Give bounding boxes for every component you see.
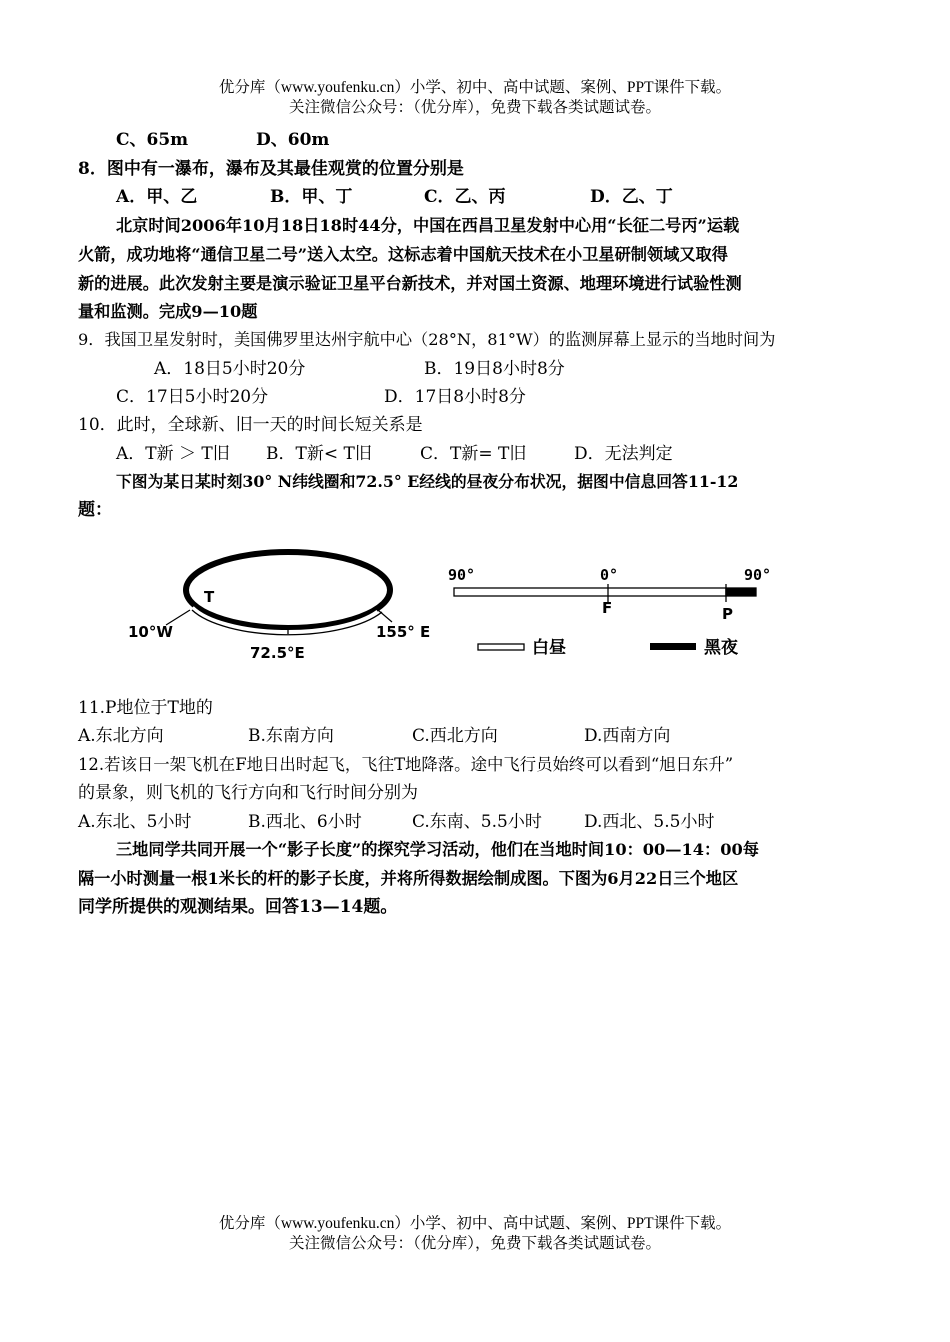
ring-label-72-5e: 72.5°E	[250, 644, 305, 662]
q12-option-c: C.东南、5.5小时	[412, 812, 542, 832]
passage2-line-2: 题：	[78, 500, 112, 520]
ring-label-155e: 155° E	[376, 623, 431, 641]
legend-night-swatch	[650, 643, 696, 650]
q10-option-a: A．T新 ＞ T旧	[116, 444, 230, 464]
q8-option-b: B．甲、丁	[270, 187, 353, 207]
q9-option-c: C．17日5小时20分	[116, 387, 269, 407]
q10-option-d: D．无法判定	[574, 444, 673, 464]
passage1-line-2: 火箭，成功地将“通信卫星二号”送入太空。这标志着中国航天技术在小卫星研制领域又取得	[78, 245, 728, 264]
q11-stem: 11.P地位于T地的	[78, 698, 213, 718]
q12-option-a: A.东北、5小时	[78, 812, 192, 832]
q9-option-b: B．19日8小时8分	[424, 359, 565, 379]
bar-label-0: 0°	[600, 566, 619, 584]
bar-label-90-left: 90°	[448, 566, 476, 584]
ring-label-t: T	[204, 588, 215, 606]
footer-line-1: 优分库（www.youfenku.cn）小学、初中、高中试题、案例、PPT课件下载。	[218, 1215, 732, 1232]
q8-option-a: A．甲、乙	[116, 187, 198, 207]
q11-option-b: B.东南方向	[248, 726, 334, 746]
bar-label-90-right: 90°	[744, 566, 772, 584]
legend-night-label: 黑夜	[704, 638, 738, 658]
latitude-ring	[128, 552, 430, 662]
bar-day-segment	[454, 588, 726, 596]
legend-day-label: 白昼	[532, 638, 566, 658]
q12-stem-line-1: 12.若该日一架飞机在F地日出时起飞，飞往T地降落。途中飞行员始终可以看到“旭日东升”	[78, 755, 734, 774]
q9-option-a: A．18日5小时20分	[154, 359, 306, 379]
q10-stem: 10．此时，全球新、旧一天的时间长短关系是	[78, 415, 423, 435]
legend-day-swatch	[478, 644, 524, 650]
q12-option-b: B.西北、6小时	[248, 812, 362, 832]
bar-label-f: F	[602, 599, 613, 617]
q12-stem-line-2: 的景象，则飞机的飞行方向和飞行时间分别为	[78, 783, 418, 803]
q8-stem: 8．图中有一瀑布，瀑布及其最佳观赏的位置分别是	[78, 159, 464, 179]
q11-option-c: C.西北方向	[412, 726, 498, 746]
q11-option-a: A.东北方向	[78, 726, 164, 746]
q12-option-d: D.西北、5.5小时	[584, 812, 715, 832]
q10-option-c: C．T新= T旧	[420, 444, 527, 464]
passage3-line-3: 同学所提供的观测结果。回答13—14题。	[78, 897, 398, 917]
bar-night-segment	[726, 588, 756, 596]
day-night-diagram	[120, 540, 800, 680]
passage1-line-1: 北京时间2006年10月18日18时44分，中国在西昌卫星发射中心用“长征二号丙”运载	[116, 216, 740, 235]
header-line-2: 关注微信公众号：（优分库），免费下载各类试题试卷。	[288, 99, 661, 116]
header-line-1: 优分库（www.youfenku.cn）小学、初中、高中试题、案例、PPT课件下载。	[218, 79, 732, 96]
q8-option-c: C．乙、丙	[424, 187, 506, 207]
passage1-line-3: 新的进展。此次发射主要是演示验证卫星平台新技术，并对国土资源、地理环境进行试验性测	[78, 274, 742, 293]
q9-stem: 9．我国卫星发射时，美国佛罗里达州宇航中心（28°N，81°W）的监测屏幕上显示的当地时间为	[78, 330, 776, 349]
passage2-line-1: 下图为某日某时刻30° N纬线圈和72.5° E经线的昼夜分布状况，据图中信息回答11-12	[116, 472, 739, 491]
q7-option-c: C、65m	[116, 130, 189, 150]
ring-leader-right	[378, 610, 392, 622]
q9-option-d: D．17日8小时8分	[384, 387, 526, 407]
footer-line-2: 关注微信公众号：（优分库），免费下载各类试题试卷。	[288, 1235, 661, 1252]
q11-option-d: D.西南方向	[584, 726, 671, 746]
passage1-line-4: 量和监测。完成9—10题	[78, 302, 258, 321]
bar-label-p: P	[722, 605, 733, 623]
meridian-bar	[448, 566, 771, 623]
q8-option-d: D．乙、丁	[590, 187, 673, 207]
passage3-line-2: 隔一小时测量一根1米长的杆的影子长度，并将所得数据绘制成图。下图为6月22日三个地区	[78, 869, 739, 888]
diagram-legend	[478, 637, 739, 658]
q10-option-b: B．T新< T旧	[266, 444, 372, 464]
passage3-line-1: 三地同学共同开展一个“影子长度”的探究学习活动，他们在当地时间10：00—14：00每	[116, 840, 759, 859]
q7-option-d: D、60m	[256, 130, 330, 150]
ring-label-10w: 10°W	[128, 623, 173, 641]
